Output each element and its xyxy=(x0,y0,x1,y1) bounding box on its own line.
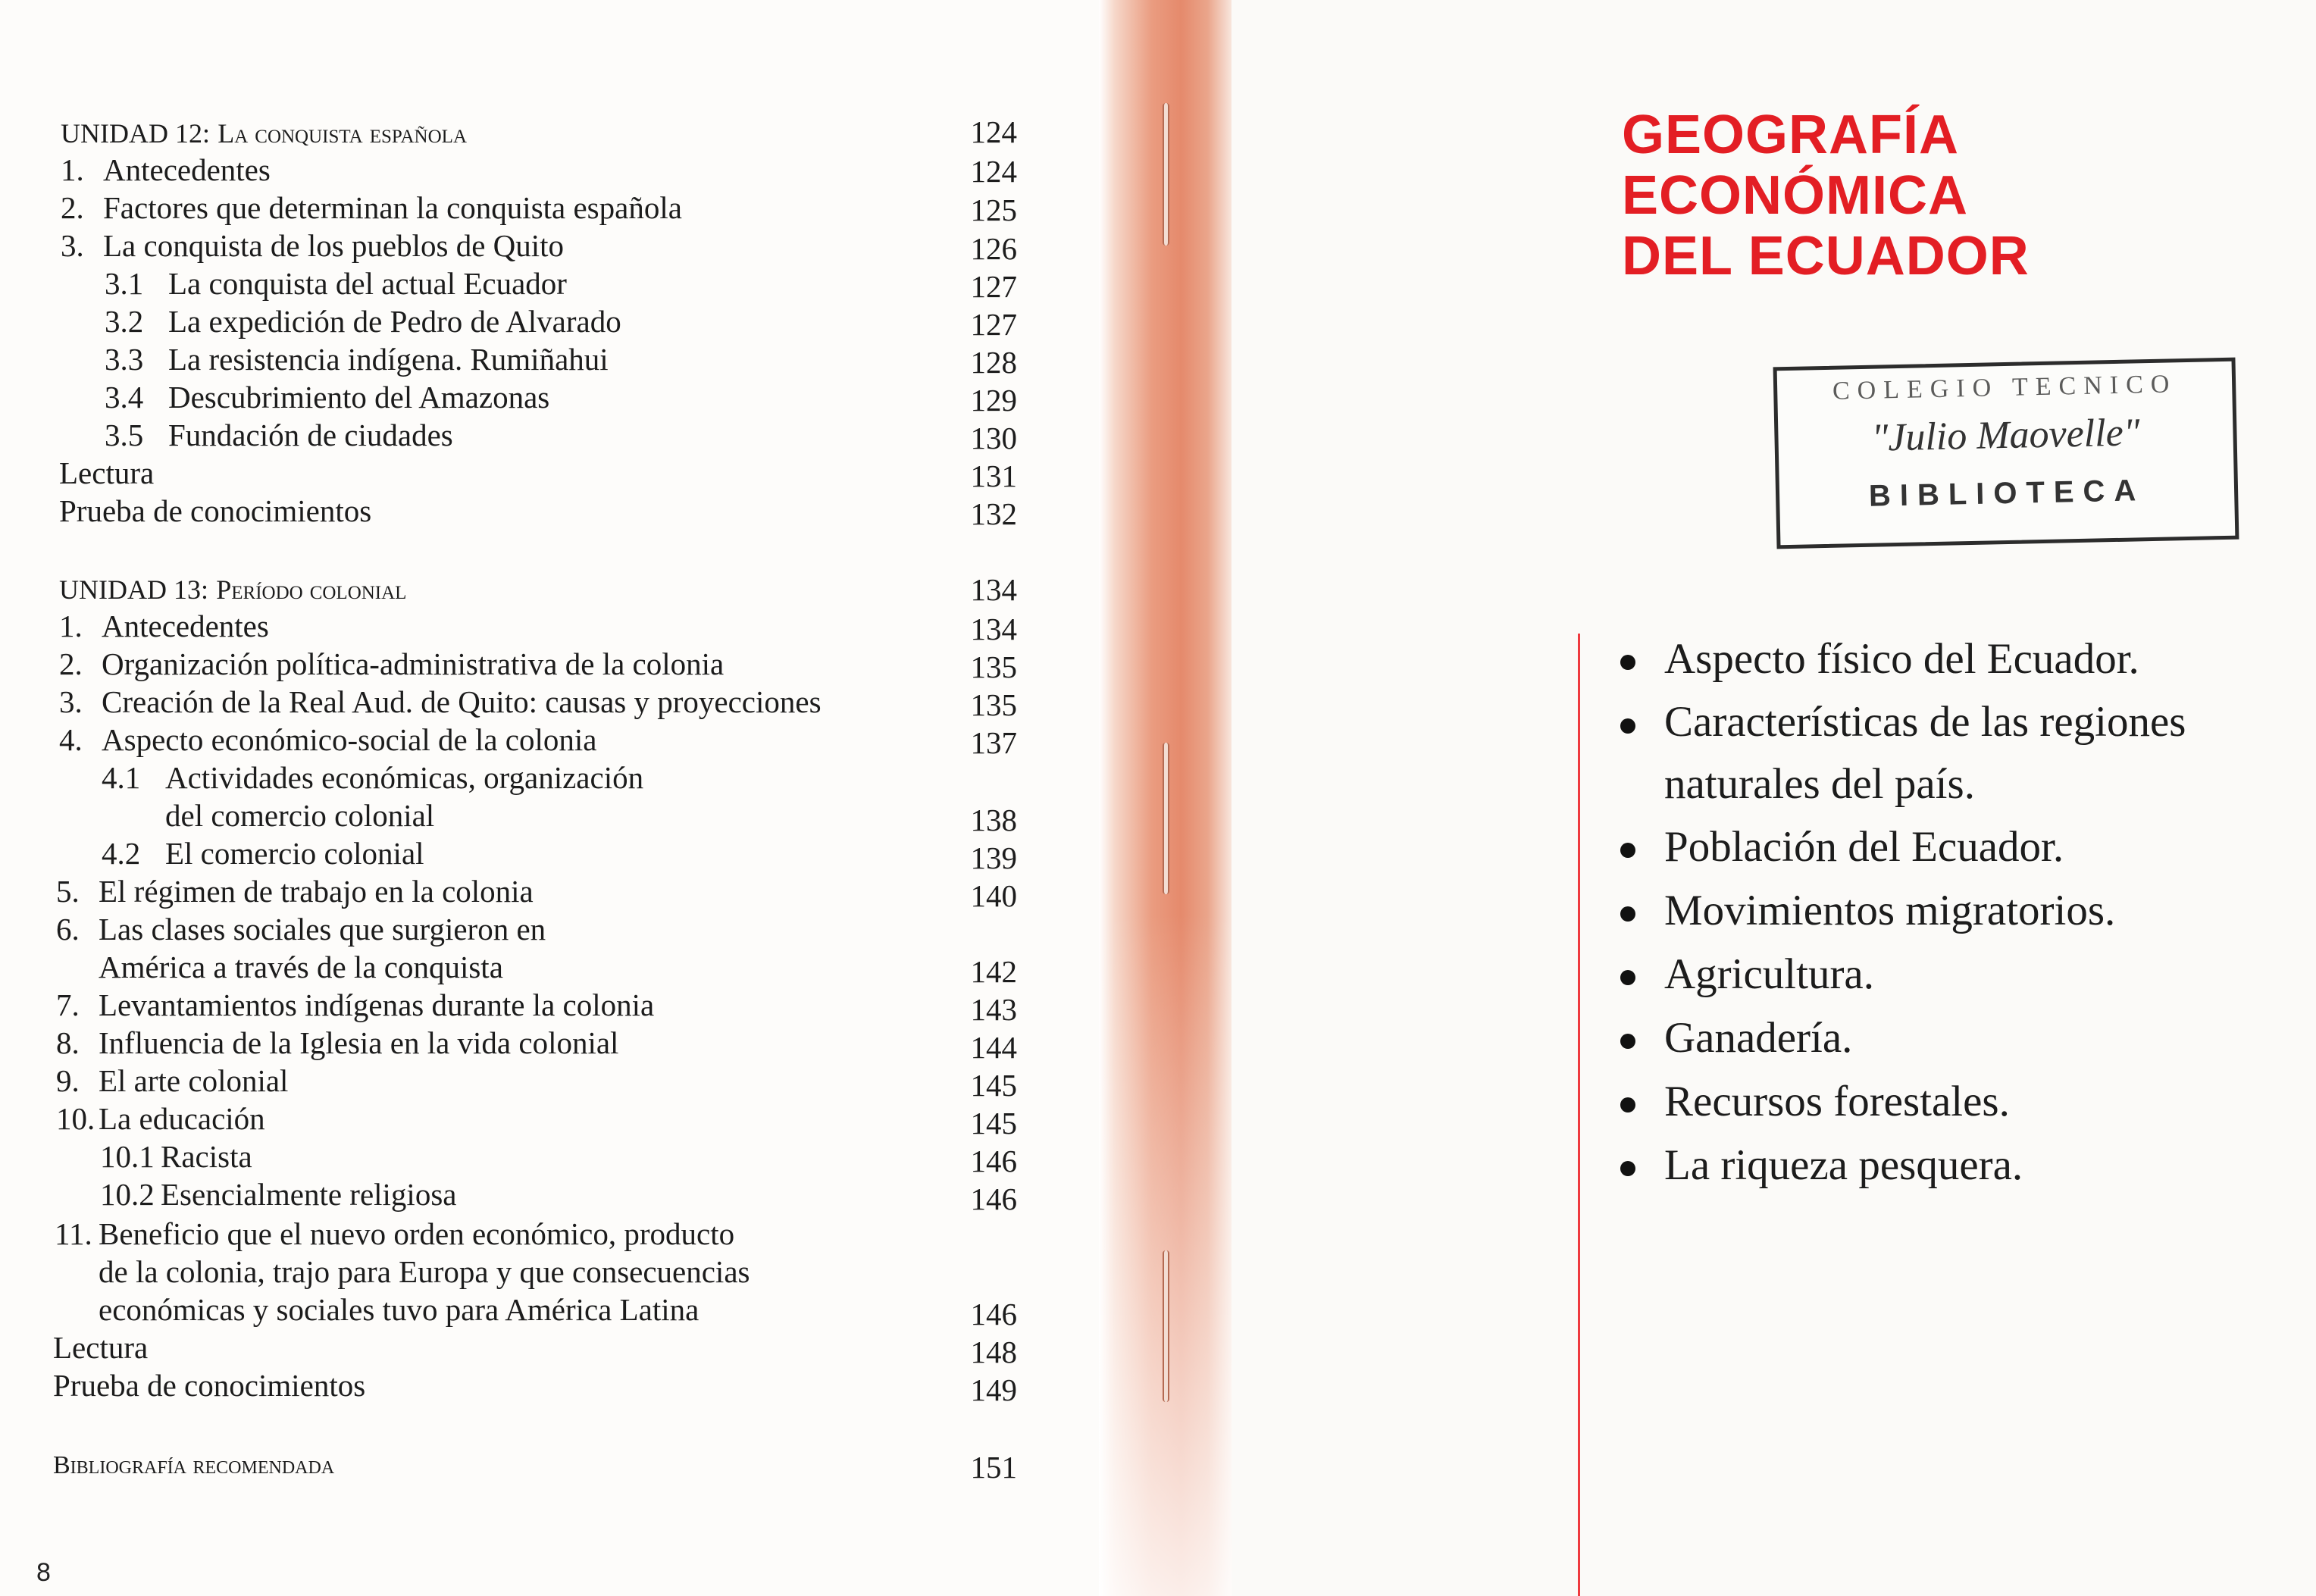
unit-12-heading xyxy=(61,114,467,152)
unit-13-heading xyxy=(59,570,406,608)
unit-label: UNIDAD 12: xyxy=(61,118,210,149)
toc-entry[interactable]: 6. Las clases sociales que surgieron en xyxy=(56,912,546,947)
toc-entry[interactable]: 4.1 Actividades económicas, organización xyxy=(102,760,644,795)
toc-entry[interactable]: 8. Influencia de la Iglesia en la vida colonial xyxy=(56,1025,619,1060)
toc-page-num: 137 xyxy=(970,725,1017,760)
toc-page-num: 145 xyxy=(970,1068,1017,1103)
topic-item: La riqueza pesquera. xyxy=(1620,1134,2287,1197)
topic-item: Ganadería. xyxy=(1620,1006,2287,1070)
stamp-line-1: COLEGIO TECNICO xyxy=(1832,370,2177,405)
toc-page-num: 125 xyxy=(970,192,1017,227)
toc-test[interactable]: Prueba de conocimientos xyxy=(59,493,372,528)
toc-entry[interactable]: 1. Antecedentes xyxy=(61,152,271,187)
unit-title: La conquista española xyxy=(218,118,467,149)
toc-entry[interactable]: 1. Antecedentes xyxy=(59,609,269,643)
title-line: ECONÓMICA xyxy=(1622,165,1968,226)
title-line: GEOGRAFÍA xyxy=(1622,105,1960,165)
topic-item: Agricultura. xyxy=(1620,943,2287,1006)
toc-page-num: 149 xyxy=(970,1372,1017,1407)
toc-page-num: 135 xyxy=(970,687,1017,722)
topic-list xyxy=(1620,627,2287,1197)
toc-page-num: 139 xyxy=(970,840,1017,875)
toc-page-num: 134 xyxy=(970,612,1017,646)
binding-stitch xyxy=(1163,743,1169,894)
unit-label: UNIDAD 13: xyxy=(59,574,208,605)
toc-page-num: 143 xyxy=(970,992,1017,1027)
binding-stitch xyxy=(1163,103,1169,246)
toc-entry[interactable]: 2. Factores que determinan la conquista española xyxy=(61,190,682,225)
toc-page-num: 144 xyxy=(970,1030,1017,1065)
toc-page-num: 127 xyxy=(970,307,1017,342)
toc-page-num: 146 xyxy=(970,1181,1017,1216)
toc-reading[interactable]: Lectura xyxy=(59,455,155,490)
toc-page-num: 128 xyxy=(970,345,1017,380)
toc-entry[interactable]: 10. La educación xyxy=(56,1101,265,1136)
toc-entry-continuation[interactable]: América a través de la conquista xyxy=(99,950,503,984)
toc-entry[interactable]: 10.1 Racista xyxy=(100,1139,252,1174)
binding-stitch xyxy=(1163,1250,1169,1402)
toc-page-num: 130 xyxy=(970,421,1017,455)
book-spine xyxy=(1099,0,1232,1596)
toc-page-num: 146 xyxy=(970,1297,1017,1332)
toc-bibliography[interactable]: Bibliografía recomendada xyxy=(53,1451,335,1479)
toc-entry[interactable]: 3.4 Descubrimiento del Amazonas xyxy=(105,380,550,415)
toc-page-num: 135 xyxy=(970,649,1017,684)
unit-title: Período colonial xyxy=(216,574,407,605)
toc-entry[interactable]: 3.5 Fundación de ciudades xyxy=(105,418,453,452)
toc-page-num: 145 xyxy=(970,1106,1017,1141)
toc-entry-continuation[interactable]: del comercio colonial xyxy=(165,798,435,833)
topic-item: Población del Ecuador. xyxy=(1620,815,2287,879)
toc-entry[interactable]: 3.1 La conquista del actual Ecuador xyxy=(105,266,567,301)
red-vertical-rule xyxy=(1578,634,1580,1596)
topic-item: Aspecto físico del Ecuador. xyxy=(1620,627,2287,691)
toc-test[interactable]: Prueba de conocimientos xyxy=(53,1368,366,1403)
toc-page-num: 132 xyxy=(970,496,1017,531)
toc-entry[interactable]: 4.2 El comercio colonial xyxy=(102,836,424,871)
topic-item: Características de las regiones naturales del país. xyxy=(1620,691,2287,815)
toc-entry[interactable]: 5. El régimen de trabajo en la colonia xyxy=(56,874,534,909)
toc-entry[interactable]: 3. Creación de la Real Aud. de Quito: causas y proyecciones xyxy=(59,684,822,719)
topic-item: Movimientos migratorios. xyxy=(1620,879,2287,943)
toc-page-num: 124 xyxy=(970,154,1017,189)
toc-entry[interactable]: 4. Aspecto económico-social de la colonia xyxy=(59,722,597,757)
toc-page-num: 138 xyxy=(970,803,1017,837)
toc-page-num: 131 xyxy=(970,458,1017,493)
toc-reading[interactable]: Lectura xyxy=(53,1330,149,1365)
toc-entry[interactable]: 2. Organización política-administrativa de la colonia xyxy=(59,646,725,681)
page-number: 8 xyxy=(36,1558,51,1587)
left-page xyxy=(0,0,1099,1596)
chapter-title xyxy=(1622,105,2030,286)
toc-page-num: 124 xyxy=(970,114,1017,149)
toc-page-num: 151 xyxy=(970,1450,1017,1485)
stamp-line-2: "Julio Maovelle" xyxy=(1870,411,2141,460)
toc-page-num: 126 xyxy=(970,231,1017,266)
topic-item: Recursos forestales. xyxy=(1620,1070,2287,1134)
toc-entry[interactable]: 3.3 La resistencia indígena. Rumiñahui xyxy=(105,342,609,377)
toc-entry[interactable]: 11. Beneficio que el nuevo orden económico, producto xyxy=(55,1216,735,1251)
toc-page-num: 148 xyxy=(970,1335,1017,1369)
toc-page-num: 127 xyxy=(970,269,1017,304)
toc-entry-continuation[interactable]: económicas y sociales tuvo para América Latina xyxy=(99,1292,699,1327)
toc-page-num: 146 xyxy=(970,1144,1017,1178)
stamp-line-3: BIBLIOTECA xyxy=(1868,474,2145,513)
toc-entry[interactable]: 9. El arte colonial xyxy=(56,1063,289,1098)
toc-page-num: 134 xyxy=(970,572,1017,607)
title-line: DEL ECUADOR xyxy=(1622,226,2030,286)
toc-entry[interactable]: 10.2 Esencialmente religiosa xyxy=(100,1177,457,1212)
toc-page-num: 140 xyxy=(970,878,1017,913)
toc-page-num: 129 xyxy=(970,383,1017,418)
toc-entry[interactable]: 3.2 La expedición de Pedro de Alvarado xyxy=(105,304,621,339)
toc-entry[interactable]: 3. La conquista de los pueblos de Quito xyxy=(61,228,565,263)
library-stamp xyxy=(1773,358,2239,549)
toc-entry[interactable]: 7. Levantamientos indígenas durante la colonia xyxy=(56,987,655,1022)
toc-entry-continuation[interactable]: de la colonia, trajo para Europa y que consecuencias xyxy=(99,1254,750,1289)
toc-page-num: 142 xyxy=(970,954,1017,989)
